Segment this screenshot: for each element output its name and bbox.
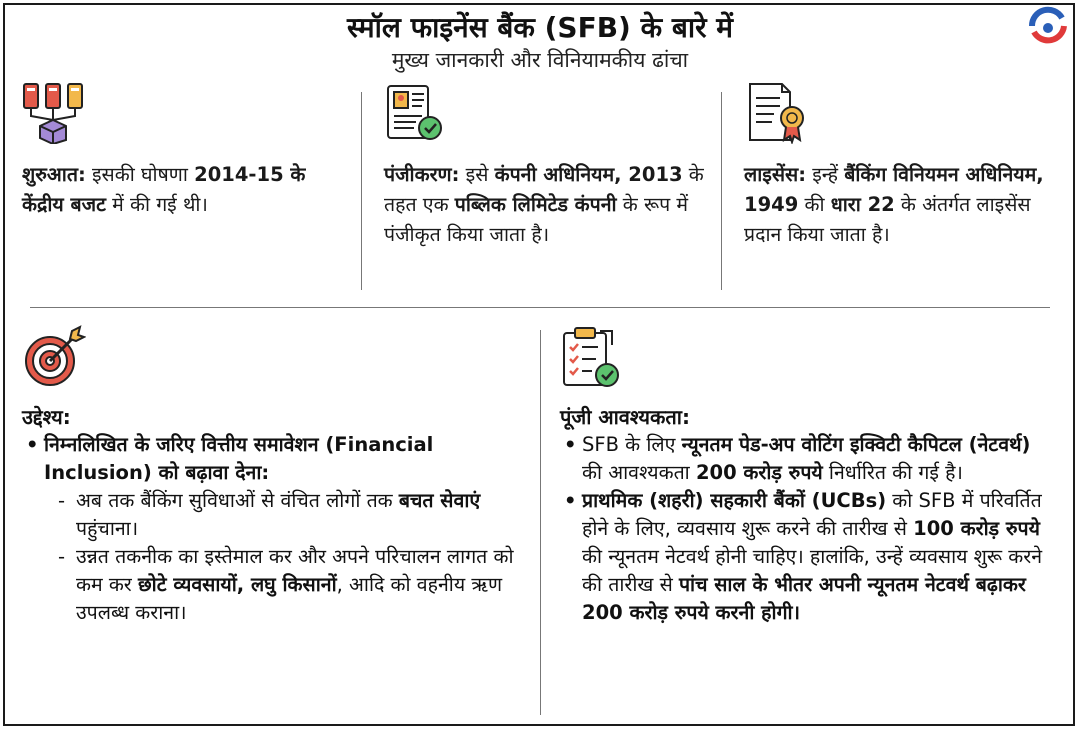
checklist-clipboard-icon bbox=[560, 325, 624, 389]
text-run: इन्हें bbox=[806, 163, 845, 186]
divider-vertical-3 bbox=[540, 330, 541, 715]
text-run: की bbox=[798, 193, 831, 216]
bold-text: बचत सेवाएं bbox=[398, 489, 481, 512]
certificate-icon bbox=[744, 80, 808, 144]
text-run: उन्नत तकनीक का इस्तेमाल कर और अपने परिचालन लागत को कम कर bbox=[76, 545, 514, 596]
list-item bbox=[560, 431, 1056, 487]
text-run: SFB के लिए bbox=[582, 433, 682, 456]
text-run: इसे bbox=[459, 163, 495, 186]
text-run: अब तक बैंकिंग सुविधाओं से वंचित लोगों तक bbox=[76, 489, 399, 512]
bold-text: निम्नलिखित के जरिए वित्तीय समावेशन (Financial Inclusion) को बढ़ावा देना: bbox=[44, 433, 434, 484]
text-run: की आवश्यकता bbox=[582, 461, 696, 484]
text-run: निर्धारित की गई है। bbox=[822, 461, 963, 484]
list-item bbox=[560, 487, 1056, 627]
text-run: के रूप में पंजीकृत किया जाता है। bbox=[384, 193, 689, 246]
page-subtitle: मुख्य जानकारी और विनियामकीय ढांचा bbox=[391, 48, 689, 72]
sub-list-item bbox=[44, 543, 522, 627]
brand-logo-icon bbox=[1024, 4, 1076, 50]
registration-document-icon bbox=[384, 80, 448, 144]
divider-vertical-2 bbox=[721, 92, 722, 290]
bold-text: पब्लिक लिमिटेड कंपनी bbox=[454, 193, 617, 216]
card-panjikaran bbox=[384, 80, 704, 290]
bold-text: पांच साल के भीतर अपनी न्यूनतम नेटवर्थ बढ़ाकर 200 करोड़ रुपये करनी होगी। bbox=[582, 573, 1026, 624]
target-arrow-icon bbox=[22, 325, 86, 389]
bold-text: कंपनी अधिनियम, 2013 bbox=[494, 163, 683, 186]
text-run: में की गई थी। bbox=[105, 193, 208, 216]
card-label: लाइसेंस: bbox=[744, 163, 807, 186]
bold-text: प्राथमिक (शहरी) सहकारी बैंकों (UCBs) bbox=[582, 489, 887, 512]
uddeshya-list bbox=[22, 431, 522, 627]
section-heading: पूंजी आवश्यकता: bbox=[560, 405, 690, 429]
text-run: को SFB में परिवर्तित होने के लिए, व्यवसाय शुरू करने की तारीख से bbox=[582, 489, 1042, 540]
section-poonji bbox=[560, 325, 1056, 725]
card-license-text bbox=[744, 160, 1054, 250]
card-shuruaat-text bbox=[22, 160, 344, 220]
bold-text: न्यूनतम पेड-अप वोटिंग इक्विटी कैपिटल (नेटवर्थ) bbox=[681, 433, 1031, 456]
card-label: पंजीकरण: bbox=[384, 163, 460, 186]
divider-vertical-1 bbox=[361, 92, 362, 290]
sub-list bbox=[44, 487, 522, 627]
card-license bbox=[744, 80, 1054, 290]
divider-horizontal bbox=[30, 307, 1050, 308]
text-run: , आदि को वहनीय ऋण उपलब्ध कराना। bbox=[76, 573, 503, 624]
text-run: के तहत एक bbox=[384, 163, 704, 216]
bold-text: बैंकिंग विनियमन अधिनियम, 1949 bbox=[744, 163, 1044, 216]
text-run: की न्यूनतम नेटवर्थ होनी चाहिए। हालांकि, उन्हें व्यवसाय शुरू करने की तारीख से bbox=[582, 545, 1043, 596]
card-shuruaat bbox=[22, 80, 344, 290]
sub-list-item bbox=[44, 487, 522, 543]
bold-text: 100 करोड़ रुपये bbox=[913, 517, 1040, 540]
blocks-cube-icon bbox=[22, 80, 86, 144]
text-run: के अंतर्गत लाइसेंस प्रदान किया जाता है। bbox=[744, 193, 1031, 246]
bold-text: 200 करोड़ रुपये bbox=[695, 461, 823, 484]
bold-text: छोटे व्यवसायों, लघु किसानों bbox=[138, 573, 337, 596]
bold-text: 2014-15 के केंद्रीय बजट bbox=[22, 163, 306, 216]
text-run: इसकी घोषणा bbox=[85, 163, 195, 186]
text-run: पहुंचाना। bbox=[76, 517, 139, 540]
list-item bbox=[22, 431, 522, 627]
section-uddeshya bbox=[22, 325, 522, 725]
bold-text: धारा 22 bbox=[830, 193, 895, 216]
card-label: शुरुआत: bbox=[22, 163, 86, 186]
section-heading: उद्देश्य: bbox=[22, 405, 71, 429]
page-title: स्मॉल फाइनेंस बैंक (SFB) के बारे में bbox=[346, 11, 734, 44]
poonji-list bbox=[560, 431, 1056, 627]
card-panjikaran-text bbox=[384, 160, 704, 250]
